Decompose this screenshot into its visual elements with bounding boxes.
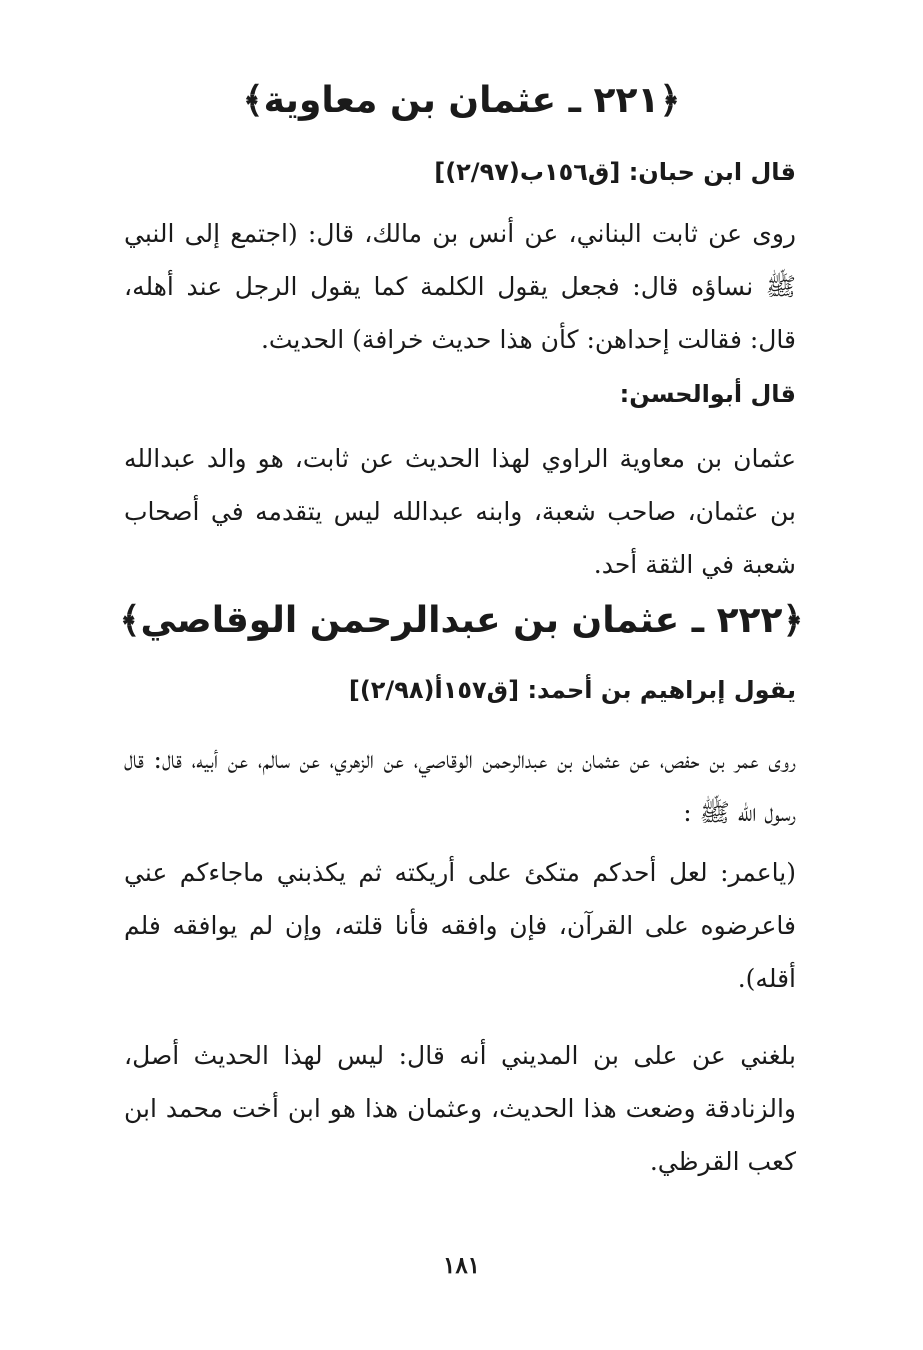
entry-222-citation: يقول إبراهيم بن أحمد: [ق١٥٧أ(٢/٩٨)] [348, 676, 796, 704]
page-number: ١٨١ [442, 1252, 481, 1279]
entry-221-heading: ﴿٢٢١ ـ عثمان بن معاوية﴾ [242, 80, 681, 121]
entry-222-heading: ﴿٢٢٢ ـ عثمان بن عبدالرحمن الوقاصي﴾ [119, 600, 804, 641]
entry-221-citation: قال ابن حبان: [ق١٥٦ب(٢/٩٧)] [434, 158, 796, 186]
entry-221-commentary: عثمان بن معاوية الراوي لهذا الحديث عن ثابت، هو والد عبدالله بن عثمان، صاحب شعبة، وابنه عبدالله ليس يتقدمه في أصحاب شعبة في الثقة أحد. [124, 444, 796, 579]
entry-221-narration: روى عن ثابت البناني، عن أنس بن مالك، قال: (اجتمع إلى النبي ﷺ نساؤه قال: فجعل يقول الكلمة كما يقول الرجل عند أهله، قال: فقالت إحداهن: كأن هذا حديث خرافة) الحديث. [124, 219, 797, 354]
entry-221-commentary-label: قال أبوالحسن: [619, 380, 796, 408]
entry-222-hadith-text: (ياعمر: لعل أحدكم متكئ على أريكته ثم يكذبني ماجاءكم عني فاعرضوه على القرآن، فإن وافقه فأنا قلته، وإن لم يوافقه فلم أقله). [124, 858, 796, 993]
entry-222-narration: روى عمر بن حفص، عن عثمان بن عبدالرحمن الوقاصي، عن الزهري، عن سالم، عن أبيه، قال: قال رسول الله ﷺ : [124, 745, 796, 827]
entry-222-commentary: بلغني عن على بن المديني أنه قال: ليس لهذا الحديث أصل، والزنادقة وضعت هذا الحديث، وعثمان هذا هو ابن أخت محمد ابن كعب القرظي. [124, 1041, 796, 1176]
